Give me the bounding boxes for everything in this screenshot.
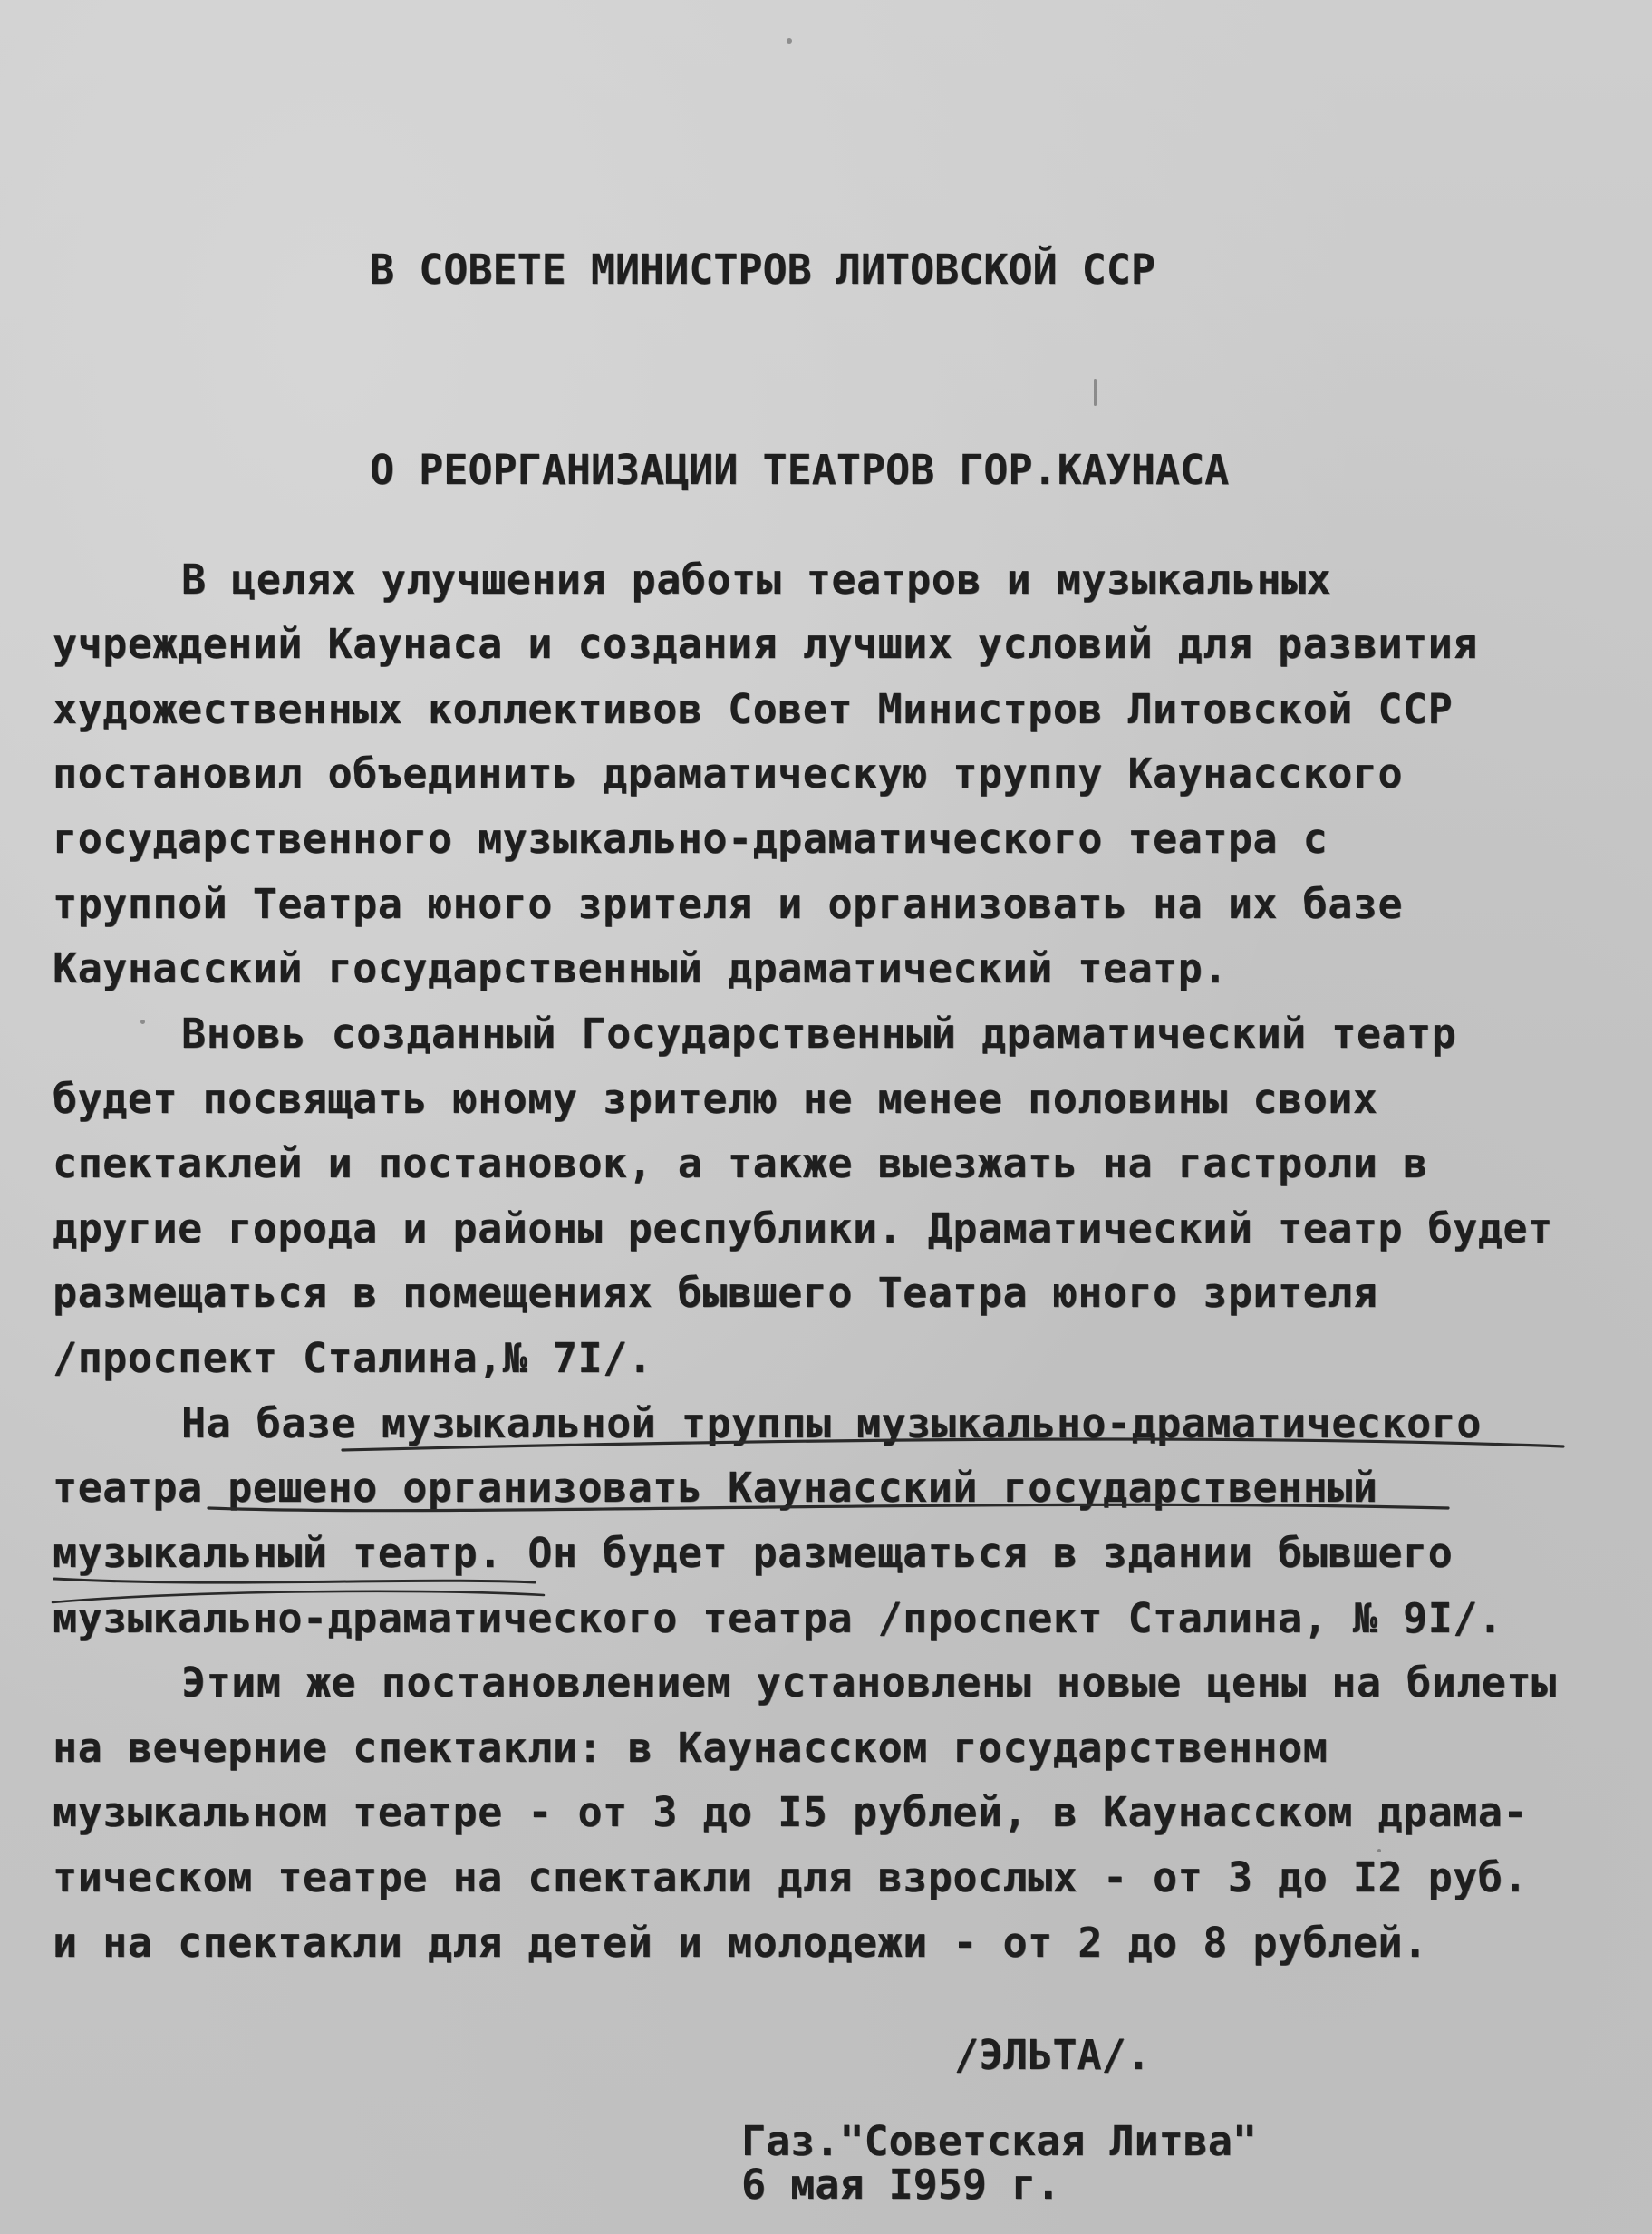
paper-speck [1094,379,1097,406]
paragraph-1-line-5: государственного музыкально-драматического театра с [53,815,1328,863]
paragraph-1-line-6: труппой Театра юного зрителя и организовать на их базе [53,880,1403,928]
paper-speck [140,1020,145,1024]
pen-underline [54,1579,535,1582]
news-agency: /ЭЛЬТА/. [954,2031,1151,2079]
publication-date: 6 мая I959 г. [741,2161,1061,2209]
document-heading: В СОВЕТЕ МИНИСТРОВ ЛИТОВСКОЙ ССР [370,246,1155,294]
newspaper-source: Газ."Советская Литва" [741,2117,1257,2165]
paragraph-4-line-2: на вечерние спектакли: в Каунасском государственном [53,1724,1328,1772]
paragraph-3-line-3: музыкальный театр. Он будет размещаться в здании бывшего [53,1529,1454,1577]
paragraph-1-line-7: Каунасский государственный драматический театр. [53,944,1228,992]
paragraph-3-line-4: музыкально-драматического театра /проспект Сталина, № 9I/. [53,1594,1503,1642]
paragraph-3-line-2: театра решено организовать Каунасский государственный [53,1464,1378,1512]
document-title: О РЕОРГАНИЗАЦИИ ТЕАТРОВ ГОР.КАУНАСА [370,446,1230,494]
paragraph-2-line-4: другие города и районы республики. Драматический театр будет [53,1204,1553,1252]
paragraph-2-line-6: /проспект Сталина,№ 7I/. [53,1334,653,1382]
paragraph-4-line-5: и на спектакли для детей и молодежи - от 2 до 8 рублей. [53,1919,1428,1967]
paragraph-4-line-4: тическом театре на спектакли для взрослых - от 3 до I2 руб. [53,1853,1528,1901]
paragraph-1-line-2: учреждений Каунаса и создания лучших условий для развития [53,620,1478,668]
paragraph-3-line-1: На базе музыкальной труппы музыкально-драматического [181,1399,1482,1447]
paragraph-2-line-1: Вновь созданный Государственный драматический театр [181,1010,1457,1058]
paper-speck [1377,1849,1381,1852]
paragraph-1-line-4: постановил объединить драматическую труппу Каунасского [53,750,1403,798]
paragraph-2-line-2: будет посвящать юному зрителю не менее половины своих [53,1075,1378,1123]
paper-speck [787,38,792,44]
paragraph-1-line-3: художественных коллективов Совет Министров Литовской ССР [53,685,1454,733]
paragraph-4-line-3: музыкальном театре - от 3 до I5 рублей, в Каунасском драма- [53,1788,1528,1836]
paragraph-2-line-3: спектаклей и постановок, а также выезжать на гастроли в [53,1139,1428,1187]
paragraph-4-line-1: Этим же постановлением установлены новые цены на билеты [181,1659,1557,1707]
paragraph-1-line-1: В целях улучшения работы театров и музыкальных [181,556,1332,604]
paragraph-2-line-5: размещаться в помещениях бывшего Театра юного зрителя [53,1269,1378,1317]
